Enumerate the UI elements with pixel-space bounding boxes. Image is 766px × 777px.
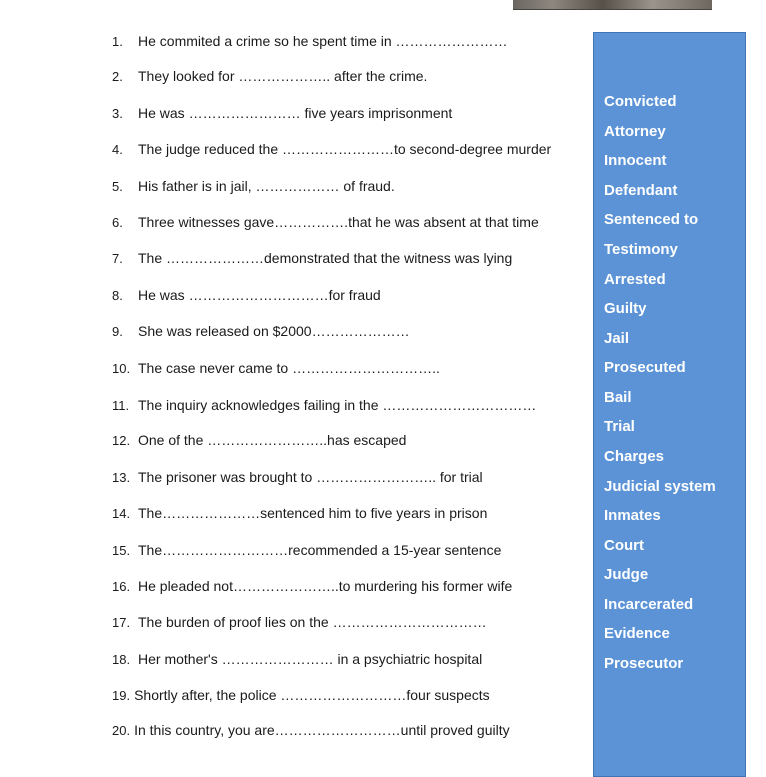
question-text: He was …………………………for fraud — [138, 287, 381, 303]
word-bank-item: Court — [604, 537, 644, 554]
header-photo-fragment — [513, 0, 712, 10]
question-item — [112, 177, 395, 196]
question-number: 4. — [112, 142, 123, 157]
question-text: His father is in jail, ……………… of fraud. — [138, 178, 395, 194]
question-number: 19. — [112, 688, 131, 703]
question-item — [112, 359, 440, 378]
word-bank-item: Attorney — [604, 123, 666, 140]
question-item — [112, 286, 381, 305]
question-item — [112, 322, 410, 341]
question-item — [112, 32, 508, 51]
word-bank-item: Jail — [604, 330, 630, 347]
question-text: He was …………………… five years imprisonment — [138, 105, 453, 121]
word-bank-item: Prosecutor — [604, 655, 684, 672]
question-item — [112, 686, 490, 705]
word-bank-item: Judge — [604, 566, 649, 583]
question-number: 17. — [112, 615, 131, 630]
question-text: He commited a crime so he spent time in …………………… — [138, 33, 508, 49]
word-bank-item: Prosecuted — [604, 359, 686, 376]
word-bank-item: Inmates — [604, 507, 661, 524]
question-number: 13. — [112, 470, 131, 485]
question-text: Three witnesses gave…………….that he was absent at that time — [138, 214, 539, 230]
word-bank-item: Innocent — [604, 152, 667, 169]
word-bank-item: Charges — [604, 448, 665, 465]
question-text: The burden of proof lies on the …………………………… — [138, 614, 487, 630]
question-number: 8. — [112, 288, 123, 303]
question-number: 11. — [112, 398, 130, 413]
question-number: 3. — [112, 106, 123, 121]
question-text: Shortly after, the police ………………………four suspects — [134, 687, 490, 703]
question-text: The …………………demonstrated that the witness was lying — [138, 250, 513, 266]
word-bank-item: Judicial system — [604, 478, 716, 495]
question-text: In this country, you are………………………until proved guilty — [134, 722, 510, 738]
question-item — [112, 431, 406, 450]
question-number: 10. — [112, 361, 131, 376]
question-number: 2. — [112, 69, 123, 84]
question-item — [112, 613, 487, 632]
question-number: 18. — [112, 652, 131, 667]
word-bank-item: Guilty — [604, 300, 647, 317]
question-item — [112, 541, 501, 560]
question-item — [112, 140, 551, 159]
word-bank-item: Sentenced to — [604, 211, 699, 228]
word-bank-item: Evidence — [604, 625, 670, 642]
word-bank-item: Convicted — [604, 93, 677, 110]
question-text: The…………………sentenced him to five years in prison — [138, 505, 488, 521]
question-item — [112, 67, 427, 86]
question-number: 7. — [112, 251, 123, 266]
question-item — [112, 396, 536, 415]
word-bank-item: Trial — [604, 418, 635, 435]
question-text: The case never came to ………………………….. — [138, 360, 440, 376]
question-number: 1. — [112, 34, 123, 49]
question-text: The………………………recommended a 15-year sentence — [138, 542, 502, 558]
question-item — [112, 504, 487, 523]
question-number: 15. — [112, 543, 131, 558]
question-text: They looked for ……………….. after the crime. — [138, 68, 428, 84]
word-bank-panel — [593, 32, 746, 777]
question-item — [112, 213, 539, 232]
word-bank-item: Arrested — [604, 271, 666, 288]
question-text: The prisoner was brought to …………………….. for trial — [138, 469, 483, 485]
question-item — [112, 468, 483, 487]
question-item — [112, 577, 512, 596]
question-number: 20. — [112, 723, 131, 738]
question-text: She was released on $2000………………… — [138, 323, 410, 339]
question-number: 12. — [112, 433, 131, 448]
question-item — [112, 650, 482, 669]
question-number: 14. — [112, 506, 131, 521]
question-text: The inquiry acknowledges failing in the …………………………… — [138, 397, 537, 413]
question-item — [112, 249, 512, 268]
word-bank-item: Incarcerated — [604, 596, 694, 613]
question-number: 9. — [112, 324, 123, 339]
word-bank-item: Defendant — [604, 182, 678, 199]
question-item — [112, 721, 510, 740]
question-number: 5. — [112, 179, 123, 194]
question-text: Her mother's …………………… in a psychiatric hospital — [138, 651, 483, 667]
question-number: 16. — [112, 579, 131, 594]
question-text: He pleaded not…………………..to murdering his former wife — [138, 578, 513, 594]
question-item — [112, 104, 452, 123]
question-number: 6. — [112, 215, 123, 230]
question-text: One of the ……………………..has escaped — [138, 432, 407, 448]
word-bank-item: Bail — [604, 389, 632, 406]
question-text: The judge reduced the ……………………to second-degree murder — [138, 141, 552, 157]
word-bank-item: Testimony — [604, 241, 678, 258]
